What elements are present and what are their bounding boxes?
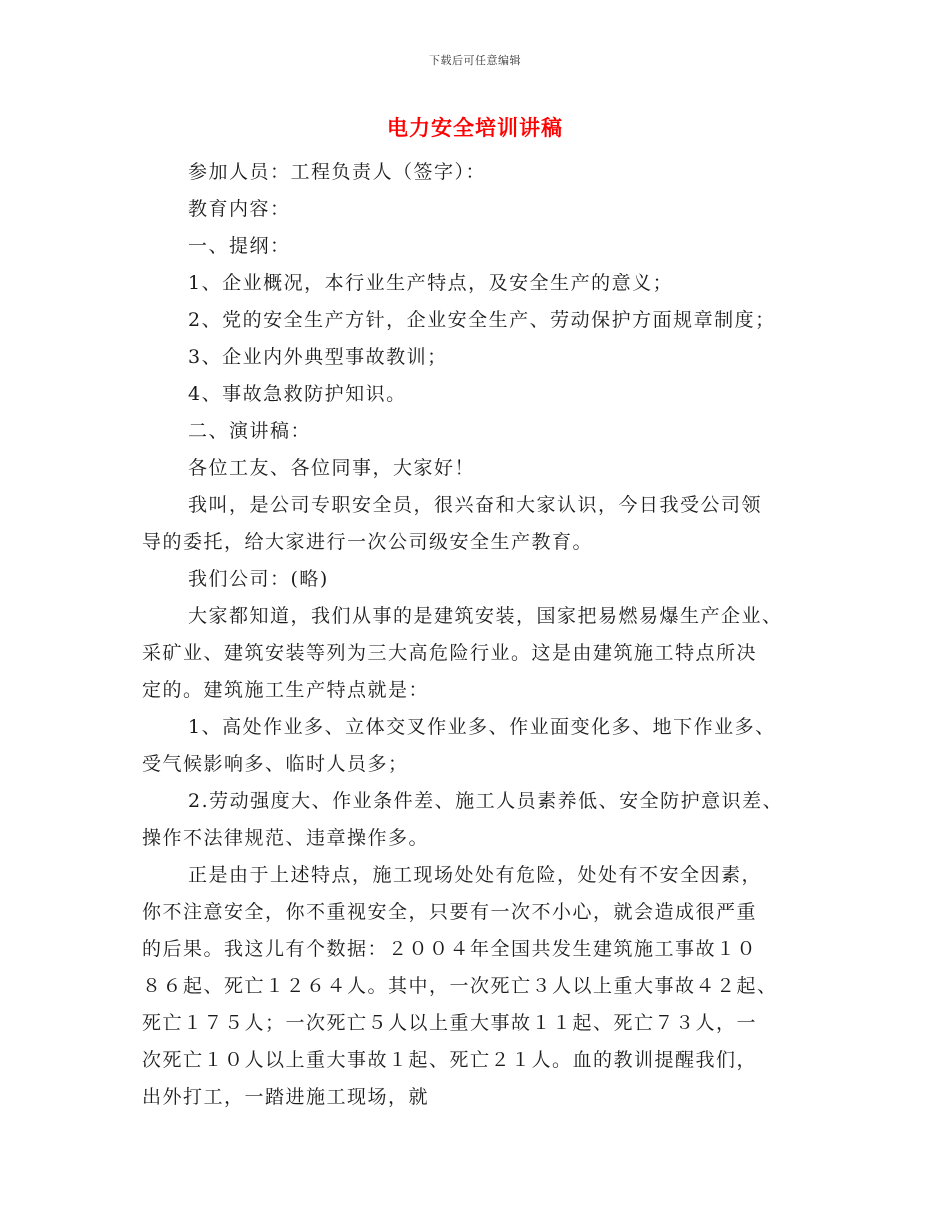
text-line: 定的。建筑施工生产特点就是：: [142, 679, 430, 701]
paragraph-feature-1: [142, 709, 822, 783]
paragraph-outline-heading: [142, 228, 822, 265]
text-line: 4、事故急救防护知识。: [188, 383, 407, 405]
text-line: 死亡１７５人；一次死亡５人以上重大事故１１起、死亡７３人，一: [142, 1012, 758, 1034]
text-line: 大家都知道，我们从事的是建筑安装，国家把易燃易爆生产企业、: [188, 605, 783, 627]
text-line: 受气候影响多、临时人员多；: [142, 753, 409, 775]
text-line: 3、企业内外典型事故教训；: [188, 346, 448, 368]
text-line: 我们公司：(略): [188, 568, 329, 590]
text-line: 2、党的安全生产方针，企业安全生产、劳动保护方面规章制度；: [188, 309, 776, 331]
text-line: 采矿业、建筑安装等列为三大高危险行业。这是由建筑施工特点所决: [142, 642, 758, 664]
paragraph-greeting: [142, 450, 822, 487]
paragraph-feature-2: [142, 783, 822, 857]
paragraph-outline-item-3: [142, 339, 822, 376]
document-body: [142, 154, 822, 1116]
text-line: 一、提纲：: [188, 235, 291, 257]
text-line: ８６起、死亡１２６４人。其中，一次死亡３人以上重大事故４２起、: [142, 975, 778, 997]
text-line: 各位工友、各位同事，大家好！: [188, 457, 476, 479]
paragraph-our-company: [142, 561, 822, 598]
text-line: 的后果。我这儿有个数据：２００４年全国共发生建筑施工事故１０: [142, 938, 758, 960]
text-line: 1、企业概况，本行业生产特点，及安全生产的意义；: [188, 272, 674, 294]
text-line: 2.劳动强度大、作业条件差、施工人员素养低、安全防护意识差、: [188, 790, 784, 812]
paragraph-outline-item-1: [142, 265, 822, 302]
text-line: 操作不法律规范、违章操作多。: [142, 827, 430, 849]
paragraph-participants: [142, 154, 822, 191]
text-line: 导的委托，给大家进行一次公司级安全生产教育。: [142, 531, 594, 553]
paragraph-outline-item-2: [142, 302, 822, 339]
text-line: 你不注意安全，你不重视安全，只要有一次不小心，就会造成很严重: [142, 901, 758, 923]
paragraph-statistics: [142, 857, 822, 1116]
paragraph-outline-item-4: [142, 376, 822, 413]
text-line: 参加人员：工程负责人（签字）：: [188, 161, 487, 183]
paragraph-introduction: [142, 487, 822, 561]
paragraph-education-content: [142, 191, 822, 228]
text-line: 正是由于上述特点，施工现场处处有危险，处处有不安全因素，: [188, 864, 763, 886]
paragraph-speech-heading: [142, 413, 822, 450]
text-line: 出外打工，一踏进施工现场，就: [142, 1086, 430, 1108]
header-note: 下载后可任意编辑: [429, 54, 521, 67]
text-line: 1、高处作业多、立体交叉作业多、作业面变化多、地下作业多、: [188, 716, 776, 738]
text-line: 教育内容：: [188, 198, 291, 220]
text-line: 次死亡１０人以上重大事故１起、死亡２１人。血的教训提醒我们，: [142, 1049, 758, 1071]
paragraph-industry: [142, 598, 822, 709]
text-line: 二、演讲稿：: [188, 420, 312, 442]
text-line: 我叫，是公司专职安全员，很兴奋和大家认识，今日我受公司领: [188, 494, 763, 516]
document-title: 电力安全培训讲稿: [387, 115, 563, 140]
